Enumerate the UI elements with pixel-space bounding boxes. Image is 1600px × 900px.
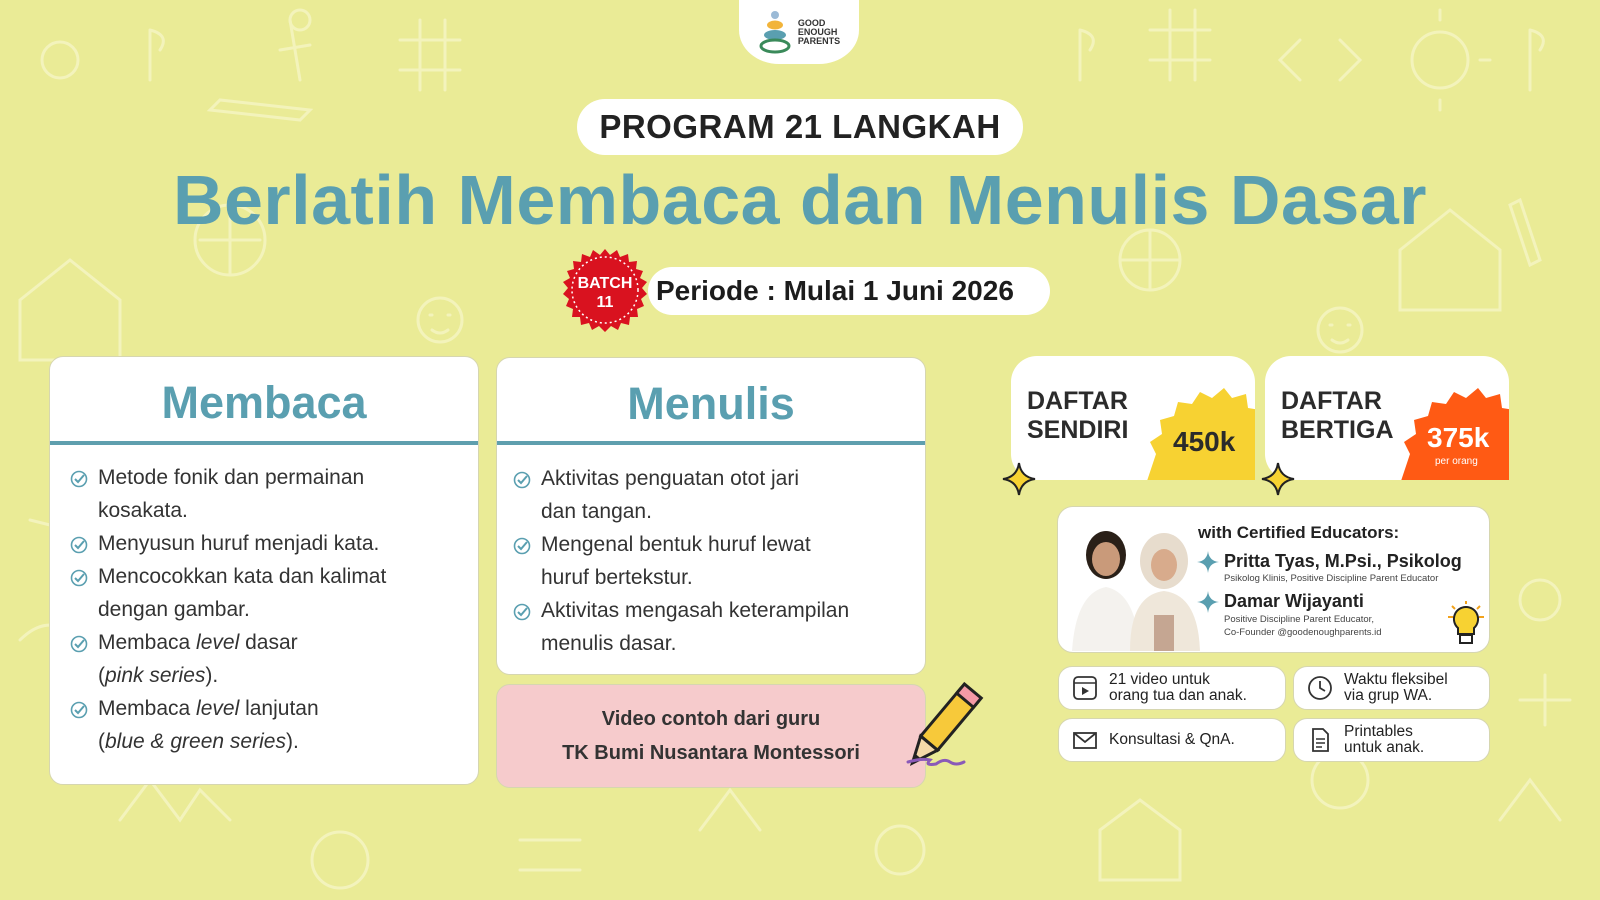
page-title: Berlatih Membaca dan Menulis Dasar — [172, 161, 1428, 239]
item-line: Mengenal bentuk huruf lewat — [541, 533, 811, 556]
batch-label: BATCH — [577, 275, 633, 292]
feature-flexible-time — [1293, 666, 1490, 710]
item-line: huruf bertekstur. — [541, 566, 693, 589]
check-circle-icon — [70, 701, 88, 719]
check-circle-icon — [70, 569, 88, 587]
feature-videos — [1058, 666, 1286, 710]
menulis-title: Menulis — [627, 378, 795, 429]
batch-number: 11 — [596, 294, 614, 311]
period-pill — [648, 267, 1050, 315]
item-line: Menyusun huruf menjadi kata. — [98, 532, 380, 555]
item-text: Membaca — [98, 697, 197, 720]
educator-name-1: Pritta Tyas, M.Psi., Psikolog — [1224, 551, 1462, 571]
list-item — [70, 626, 386, 692]
educator-desc-line: Positive Discipline Parent Educator, — [1224, 614, 1374, 625]
sparkle-icon — [1261, 462, 1295, 496]
item-text: dasar — [239, 631, 298, 654]
video-note-line-2: TK Bumi Nusantara Montessori — [562, 742, 860, 764]
item-line: Mencocokkan kata dan kalimat — [98, 565, 387, 588]
item-line: dengan gambar. — [98, 598, 250, 621]
menulis-divider — [497, 441, 925, 445]
educator-desc-1: Psikolog Klinis, Positive Discipline Parent Educator — [1224, 573, 1439, 584]
membaca-divider — [50, 441, 478, 445]
program-label: PROGRAM 21 LANGKAH — [577, 99, 1023, 155]
membaca-title: Membaca — [161, 377, 367, 428]
feature-line: via grup WA. — [1344, 687, 1433, 704]
batch-badge — [562, 274, 648, 312]
lightbulb-icon — [1444, 601, 1488, 651]
feature-line: Printables — [1344, 723, 1413, 740]
educators-card — [1057, 506, 1490, 653]
item-text: ). — [205, 664, 219, 687]
menulis-card — [496, 357, 926, 675]
logo-line-3: PARENTS — [797, 35, 841, 46]
check-circle-icon — [70, 635, 88, 653]
price-label-line-2: SENDIRI — [1027, 416, 1129, 444]
item-text-italic: blue & green series — [105, 730, 286, 753]
item-line: dan tangan. — [541, 500, 652, 523]
video-example-note — [496, 684, 926, 788]
item-text: ( — [98, 730, 105, 753]
pencil-icon — [888, 676, 988, 786]
membaca-list — [70, 461, 386, 758]
price-label — [1281, 387, 1394, 445]
item-line: Aktivitas penguatan otot jari — [541, 467, 799, 490]
item-text: ). — [285, 730, 299, 753]
price-value: 375k — [1427, 422, 1490, 453]
clock-icon — [1306, 674, 1334, 702]
price-value: 450k — [1173, 426, 1236, 457]
feature-line: untuk anak. — [1344, 739, 1425, 756]
list-item — [513, 528, 849, 594]
price-card-single[interactable] — [1011, 356, 1255, 480]
educator-name-2: Damar Wijayanti — [1224, 591, 1364, 611]
list-item — [70, 527, 386, 560]
item-text: lanjutan — [239, 697, 319, 720]
price-label — [1027, 387, 1128, 445]
item-text: Membaca — [98, 631, 197, 654]
check-circle-icon — [70, 536, 88, 554]
educator-desc-2 — [1224, 613, 1382, 639]
video-icon — [1071, 674, 1099, 702]
check-circle-icon — [513, 471, 531, 489]
list-item — [70, 692, 386, 758]
feature-consultation — [1058, 718, 1286, 762]
stacked-stones-icon — [758, 9, 792, 55]
item-line: Aktivitas mengasah keterampilan — [541, 599, 850, 622]
item-line: menulis dasar. — [541, 632, 677, 655]
document-icon — [1306, 726, 1334, 754]
list-item — [70, 461, 386, 527]
check-circle-icon — [513, 603, 531, 621]
educator-desc-line: Co-Founder @goodenoughparents.id — [1224, 627, 1382, 638]
item-text-italic: level — [196, 631, 240, 654]
logo-line-1: GOOD — [797, 17, 826, 28]
feature-line: orang tua dan anak. — [1109, 687, 1247, 704]
educators-photo — [1064, 515, 1204, 651]
price-label-line-2: BERTIGA — [1281, 416, 1394, 444]
feature-line: Konsultasi & QnA. — [1109, 731, 1235, 748]
price-per-person: per orang — [1435, 456, 1478, 467]
item-line: kosakata. — [98, 499, 188, 522]
membaca-card — [49, 356, 479, 785]
period-text: Periode : Mulai 1 Juni 2026 — [656, 275, 1014, 306]
feature-line: Waktu fleksibel — [1344, 671, 1448, 688]
educators-heading: with Certified Educators: — [1198, 523, 1400, 542]
price-card-group[interactable] — [1265, 356, 1509, 480]
video-note-line-1: Video contoh dari guru — [601, 708, 821, 730]
list-item — [513, 594, 849, 660]
price-label-line-1: DAFTAR — [1281, 387, 1382, 415]
star-bullet-icon — [1197, 551, 1219, 573]
item-text-italic: level — [196, 697, 240, 720]
item-text: ( — [98, 664, 105, 687]
item-text-italic: pink series — [105, 664, 206, 687]
check-circle-icon — [70, 470, 88, 488]
feature-printables — [1293, 718, 1490, 762]
mail-icon — [1071, 726, 1099, 754]
brand-logo[interactable] — [739, 0, 859, 64]
price-label-line-1: DAFTAR — [1027, 387, 1128, 415]
list-item — [70, 560, 386, 626]
logo-line-2: ENOUGH — [797, 26, 838, 37]
list-item — [513, 462, 849, 528]
sparkle-icon — [1002, 462, 1036, 496]
item-line: Metode fonik dan permainan — [98, 466, 365, 489]
menulis-list — [513, 462, 849, 660]
star-bullet-icon — [1197, 591, 1219, 613]
check-circle-icon — [513, 537, 531, 555]
feature-line: 21 video untuk — [1109, 671, 1210, 688]
